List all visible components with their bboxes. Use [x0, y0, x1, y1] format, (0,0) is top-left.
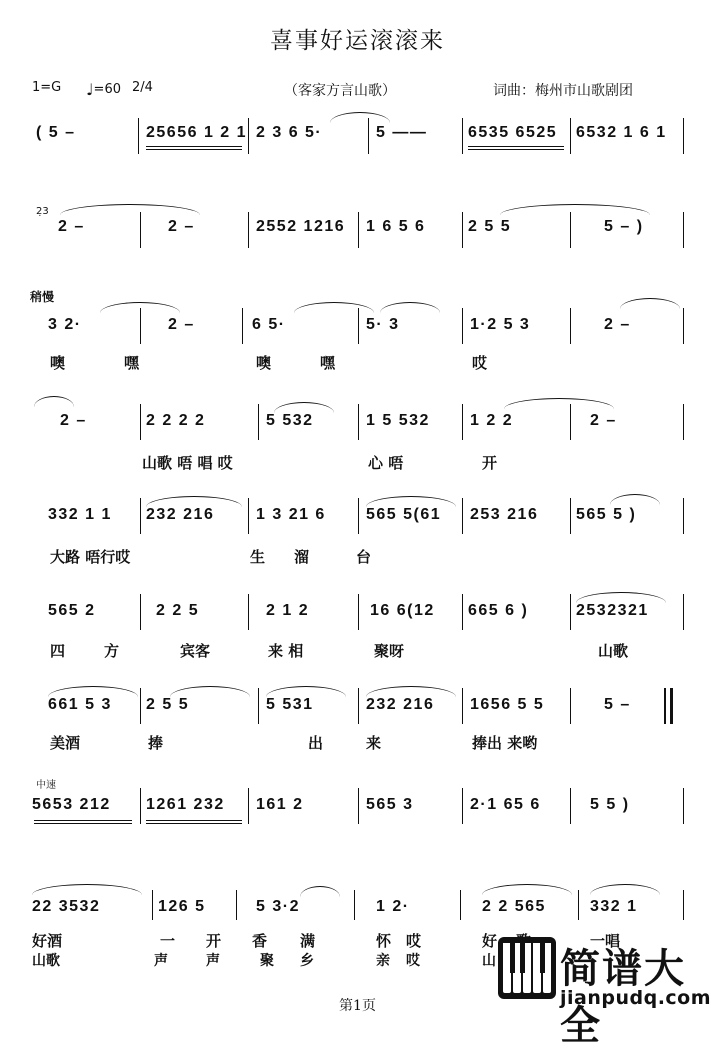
bar: 1·2 5 3: [470, 316, 531, 333]
lyric: 怀: [376, 932, 392, 950]
bar: 5 531: [266, 696, 314, 713]
key-signature: 1=G: [32, 80, 62, 95]
lyric-verse-2: 声: [154, 953, 168, 969]
bar: 661 5 3: [48, 696, 112, 713]
bar: 1 2 2: [470, 412, 514, 429]
lyric: 心 唔: [368, 454, 404, 472]
lyric: 聚呀: [374, 642, 405, 660]
lyric: 溜: [294, 548, 310, 566]
bar: 1 3 21 6: [256, 506, 326, 523]
bar: 5 3·2: [256, 898, 300, 915]
watermark-brand: 简谱大全: [560, 946, 686, 1049]
bar: 1656 5 5: [470, 696, 545, 713]
bar: 565 5 ): [576, 506, 637, 523]
bar: 22 3532: [32, 898, 101, 915]
lyric: 来 相: [268, 642, 304, 660]
tempo-moderate-mark: 中速: [36, 780, 56, 791]
lyric-verse-2: 哎: [406, 953, 420, 969]
lyric: 台: [356, 548, 372, 566]
bar: 2·1 65 6: [470, 796, 541, 813]
bar: 232 216: [366, 696, 435, 713]
bar: 5· 3: [366, 316, 400, 333]
bar: 2 –: [60, 412, 87, 429]
tempo-slower-mark: 稍慢: [30, 290, 55, 304]
bar: 6532 1 6 1: [576, 124, 667, 141]
bar: 253 216: [470, 506, 539, 523]
lyric: 一唱: [590, 932, 621, 950]
bar: 5 ——: [376, 124, 428, 141]
bar: 5 532: [266, 412, 314, 429]
bar: 332 1 1: [48, 506, 112, 523]
bar: 2 5 5: [146, 696, 190, 713]
bar: 2 5 5: [468, 218, 512, 235]
lyric: 满: [300, 932, 316, 950]
bar: 2 2 2 2: [146, 412, 206, 429]
lyric: 宾客: [180, 642, 211, 660]
bar: 6535 6525: [468, 124, 558, 141]
bar: 2532321: [576, 602, 649, 619]
lyric: 方: [104, 642, 120, 660]
lyric: 噢: [50, 354, 66, 372]
lyric: 生: [250, 548, 266, 566]
bar: 5 – ): [604, 218, 644, 235]
lyric: 美酒: [50, 734, 81, 752]
lyric: 山歌: [598, 642, 629, 660]
lyric: 捧: [148, 734, 164, 752]
bar: 2 3 6 5·: [256, 124, 323, 141]
song-title: 喜事好运滚滚来: [270, 28, 445, 54]
bar: 665 6 ): [468, 602, 529, 619]
lyric: 开: [482, 454, 498, 472]
lyric: 噢: [256, 354, 272, 372]
bar: 3 2·: [48, 316, 82, 333]
bar: 565 5(61: [366, 506, 442, 523]
lyric: 香: [252, 932, 268, 950]
bar: 2 –: [168, 316, 195, 333]
lyric-verse-2: 山: [482, 953, 496, 969]
lyric: 好: [482, 932, 498, 950]
lyric: 山歌 唔 唱 哎: [142, 454, 233, 472]
lyric-verse-2: 亲: [376, 953, 390, 969]
lyric: 嘿: [320, 354, 336, 372]
bar: 2 –: [604, 316, 631, 333]
bar: 6 5·: [252, 316, 286, 333]
subtitle: （客家方言山歌）: [284, 83, 396, 99]
tempo-marking: ♩=60: [86, 80, 121, 99]
bar: 565 2: [48, 602, 96, 619]
bar: 1261 232: [146, 796, 225, 813]
lyric: 大路 唔行哎: [50, 548, 131, 566]
piano-keys-icon: [498, 937, 556, 999]
lyric-verse-2: 聚: [260, 953, 274, 969]
watermark-url: jianpudq.com: [560, 987, 712, 1009]
bar: 5 5 ): [590, 796, 630, 813]
bar: 1 5 532: [366, 412, 430, 429]
lyric: 一: [160, 932, 176, 950]
bar: 232 216: [146, 506, 215, 523]
quarter-note-icon: ♩: [86, 80, 94, 99]
bar: 5 –: [604, 696, 631, 713]
lyric: 好酒: [32, 932, 63, 950]
bar: 126 5: [158, 898, 206, 915]
bar: 1 6 5 6: [366, 218, 426, 235]
lyric: 嘿: [124, 354, 140, 372]
time-signature: 2/4: [132, 80, 153, 95]
bar: 1 2·: [376, 898, 410, 915]
lyric: 出: [308, 734, 324, 752]
lyric: 哎: [406, 932, 422, 950]
credits: 词曲：梅州市山歌剧团: [493, 83, 633, 99]
lyric: 来: [366, 734, 382, 752]
lyric: 捧出 来哟: [472, 734, 538, 752]
bar: 161 2: [256, 796, 304, 813]
bar: 2552 1216: [256, 218, 346, 235]
bar: 16 6(12: [370, 602, 435, 619]
bar: 332 1: [590, 898, 638, 915]
bar: 2 –: [168, 218, 195, 235]
lyric-verse-2: 声: [206, 953, 220, 969]
bar: 2 1 2: [266, 602, 310, 619]
bar: 5653 212: [32, 796, 111, 813]
bar: 2 2 5: [156, 602, 200, 619]
lyric-verse-2: 山歌: [32, 953, 60, 969]
lyric: 四: [50, 642, 66, 660]
bar: 565 3: [366, 796, 414, 813]
lyric: 开: [206, 932, 222, 950]
bar: 2 –: [58, 218, 85, 235]
bar: ( 5 –: [36, 124, 76, 141]
bar: 2 2 565: [482, 898, 546, 915]
page-number: 第1页: [339, 998, 376, 1014]
bar: 25656 1 2 1: [146, 124, 248, 141]
lyric-verse-2: 乡: [300, 953, 314, 969]
lyric: 哎: [472, 354, 488, 372]
bar: 2 –: [590, 412, 617, 429]
